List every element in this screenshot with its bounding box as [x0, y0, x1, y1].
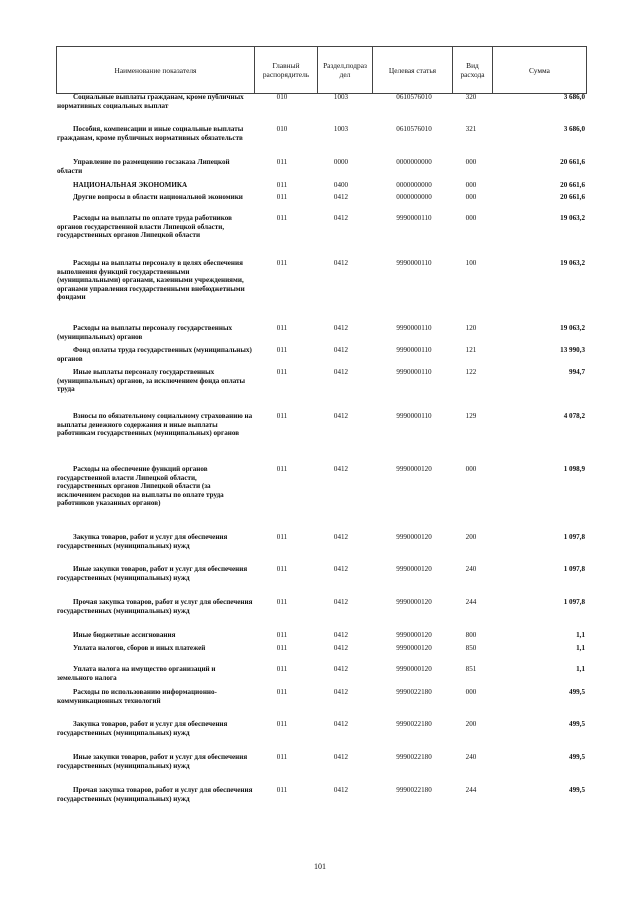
row-target: 9990000120 [396, 533, 432, 541]
row-admin: 010 [276, 125, 288, 133]
row-target: 9990022180 [396, 688, 432, 696]
row-kind: 000 [465, 158, 477, 166]
row-sum: 1 097,8 [563, 533, 585, 541]
row-kind: 800 [465, 631, 477, 639]
row-target: 0000000000 [396, 193, 432, 201]
row-sum: 994,7 [569, 368, 585, 376]
row-target: 9990022180 [396, 753, 432, 761]
row-sum: 4 078,2 [563, 412, 585, 420]
row-admin: 011 [276, 786, 288, 794]
row-name: Уплата налога на имущество организаций и земельного налога [57, 665, 216, 682]
row-sum: 3 686,0 [563, 93, 585, 101]
row-sum: 3 686,0 [563, 125, 585, 133]
row-section: 0412 [333, 324, 349, 332]
row-admin: 011 [276, 720, 288, 728]
row-section: 0412 [333, 631, 349, 639]
row-sum: 1,1 [576, 665, 585, 673]
row-target: 9990000120 [396, 598, 432, 606]
row-name: Иные выплаты персоналу государственных (муниципальных) органов, за исключением фонда оплаты труда [57, 368, 246, 394]
row-kind: 122 [465, 368, 477, 376]
row-name: Иные закупки товаров, работ и услуг для обеспечения государственных (муниципальных) нужд [57, 565, 248, 582]
row-admin: 011 [276, 631, 288, 639]
row-target: 0000000000 [396, 181, 432, 189]
row-sum: 19 063,2 [560, 214, 585, 222]
row-kind: 320 [465, 93, 477, 101]
row-section: 0412 [333, 688, 349, 696]
row-sum: 1 097,8 [563, 598, 585, 606]
table-header [56, 46, 587, 94]
row-admin: 011 [276, 324, 288, 332]
row-kind: 240 [465, 753, 477, 761]
row-target: 0610576010 [396, 125, 432, 133]
row-kind: 000 [465, 688, 477, 696]
row-target: 9990022180 [396, 720, 432, 728]
row-admin: 011 [276, 465, 288, 473]
row-target: 9990000110 [396, 346, 432, 354]
row-sum: 13 990,3 [560, 346, 585, 354]
header-target: Целевая статья [373, 47, 453, 93]
row-sum: 499,5 [569, 786, 585, 794]
row-kind: 321 [465, 125, 477, 133]
row-name: Расходы по использованию информационно-коммуникационных технологий [57, 688, 217, 705]
row-name: НАЦИОНАЛЬНАЯ ЭКОНОМИКА [73, 181, 188, 189]
row-kind: 000 [465, 465, 477, 473]
row-name: Расходы на выплаты персоналу в целях обеспечения выполнения функций государственными (муниципальными) органами, казенными учреждениями, органами управления государственными внебюджетными фондами [57, 259, 245, 302]
header-sum: Сумма [529, 65, 550, 75]
row-kind: 000 [465, 214, 477, 222]
row-admin: 011 [276, 753, 288, 761]
row-target: 9990000110 [396, 214, 432, 222]
row-kind: 121 [465, 346, 477, 354]
row-sum: 1,1 [576, 631, 585, 639]
row-name: Расходы на выплаты по оплате труда работников органов государственной власти Липецкой области, государственных органов Липецкой области [57, 214, 232, 240]
row-section: 1003 [333, 93, 349, 101]
row-name: Фонд оплаты труда государственных (муниципальных) органов [57, 346, 252, 363]
row-sum: 499,5 [569, 753, 585, 761]
row-target: 9990000120 [396, 644, 432, 652]
row-target: 9990000110 [396, 368, 432, 376]
row-name: Расходы на выплаты персоналу государственных (муниципальных) органов [57, 324, 233, 341]
row-target: 9990000120 [396, 665, 432, 673]
row-admin: 011 [276, 158, 288, 166]
row-sum: 499,5 [569, 720, 585, 728]
row-admin: 011 [276, 214, 288, 222]
row-kind: 200 [465, 533, 477, 541]
row-section: 0412 [333, 214, 349, 222]
row-name: Иные закупки товаров, работ и услуг для обеспечения государственных (муниципальных) нужд [57, 753, 248, 770]
row-section: 0000 [333, 158, 349, 166]
row-section: 0412 [333, 720, 349, 728]
row-name: Пособия, компенсации и иные социальные выплаты гражданам, кроме публичных нормативных обязательств [57, 125, 244, 142]
row-admin: 011 [276, 644, 288, 652]
row-sum: 20 661,6 [560, 158, 585, 166]
row-admin: 010 [276, 93, 288, 101]
row-name: Уплата налогов, сборов и иных платежей [73, 644, 206, 652]
row-kind: 129 [465, 412, 477, 420]
row-admin: 011 [276, 565, 288, 573]
row-admin: 011 [276, 346, 288, 354]
row-kind: 120 [465, 324, 477, 332]
row-admin: 011 [276, 665, 288, 673]
row-name: Другие вопросы в области национальной экономики [73, 193, 243, 201]
row-sum: 19 063,2 [560, 324, 585, 332]
row-section: 0412 [333, 368, 349, 376]
row-kind: 100 [465, 259, 477, 267]
row-admin: 011 [276, 368, 288, 376]
row-target: 9990000110 [396, 259, 432, 267]
row-sum: 20 661,6 [560, 193, 585, 201]
row-admin: 011 [276, 533, 288, 541]
row-section: 0400 [333, 181, 349, 189]
row-name: Расходы на обеспечение функций органов государственной власти Липецкой области, государственных органов Липецкой области (за исключением расходов на выплаты по оплате труда работников указанных органов) [57, 465, 224, 508]
row-name: Закупка товаров, работ и услуг для обеспечения государственных (муниципальных) нужд [57, 720, 228, 737]
row-section: 0412 [333, 412, 349, 420]
header-kind: Вид расхода [453, 47, 493, 93]
row-section: 0412 [333, 465, 349, 473]
row-target: 0610576010 [396, 93, 432, 101]
row-sum: 1 097,8 [563, 565, 585, 573]
row-sum: 1,1 [576, 644, 585, 652]
header-admin: Главный распорядитель [255, 47, 318, 93]
row-kind: 244 [465, 786, 477, 794]
row-section: 0412 [333, 598, 349, 606]
row-admin: 011 [276, 259, 288, 267]
row-name: Закупка товаров, работ и услуг для обеспечения государственных (муниципальных) нужд [57, 533, 228, 550]
row-section: 0412 [333, 753, 349, 761]
row-section: 1003 [333, 125, 349, 133]
row-admin: 011 [276, 412, 288, 420]
row-kind: 000 [465, 181, 477, 189]
row-sum: 20 661,6 [560, 181, 585, 189]
row-kind: 850 [465, 644, 477, 652]
row-section: 0412 [333, 533, 349, 541]
row-name: Прочая закупка товаров, работ и услуг для обеспечения государственных (муниципальных) нужд [57, 786, 253, 803]
row-section: 0412 [333, 346, 349, 354]
row-kind: 244 [465, 598, 477, 606]
row-section: 0412 [333, 665, 349, 673]
row-admin: 011 [276, 688, 288, 696]
row-target: 9990000120 [396, 565, 432, 573]
row-kind: 000 [465, 193, 477, 201]
row-admin: 011 [276, 181, 288, 189]
row-target: 9990000110 [396, 324, 432, 332]
row-admin: 011 [276, 598, 288, 606]
row-target: 9990000120 [396, 631, 432, 639]
row-section: 0412 [333, 786, 349, 794]
row-kind: 200 [465, 720, 477, 728]
row-kind: 240 [465, 565, 477, 573]
row-target: 9990000120 [396, 465, 432, 473]
row-name: Прочая закупка товаров, работ и услуг для обеспечения государственных (муниципальных) нужд [57, 598, 253, 615]
row-section: 0412 [333, 644, 349, 652]
row-section: 0412 [333, 565, 349, 573]
row-section: 0412 [333, 259, 349, 267]
row-name: Социальные выплаты гражданам, кроме публичных нормативных социальных выплат [57, 93, 244, 110]
row-section: 0412 [333, 193, 349, 201]
row-kind: 851 [465, 665, 477, 673]
row-name: Иные бюджетные ассигнования [73, 631, 176, 639]
row-admin: 011 [276, 193, 288, 201]
page-number: 101 [314, 862, 326, 871]
row-target: 9990000110 [396, 412, 432, 420]
row-sum: 19 063,2 [560, 259, 585, 267]
row-target: 0000000000 [396, 158, 432, 166]
row-name: Взносы по обязательному социальному страхованию на выплаты денежного содержания и иные выплаты работникам государственных (муниципальных) органов [57, 412, 253, 438]
header-section: Раздел,подраз дел [318, 47, 373, 93]
header-name: Наименование показателя [57, 47, 255, 93]
row-target: 9990022180 [396, 786, 432, 794]
row-sum: 1 098,9 [563, 465, 585, 473]
row-sum: 499,5 [569, 688, 585, 696]
row-name: Управление по размещению госзаказа Липецкой области [57, 158, 230, 175]
